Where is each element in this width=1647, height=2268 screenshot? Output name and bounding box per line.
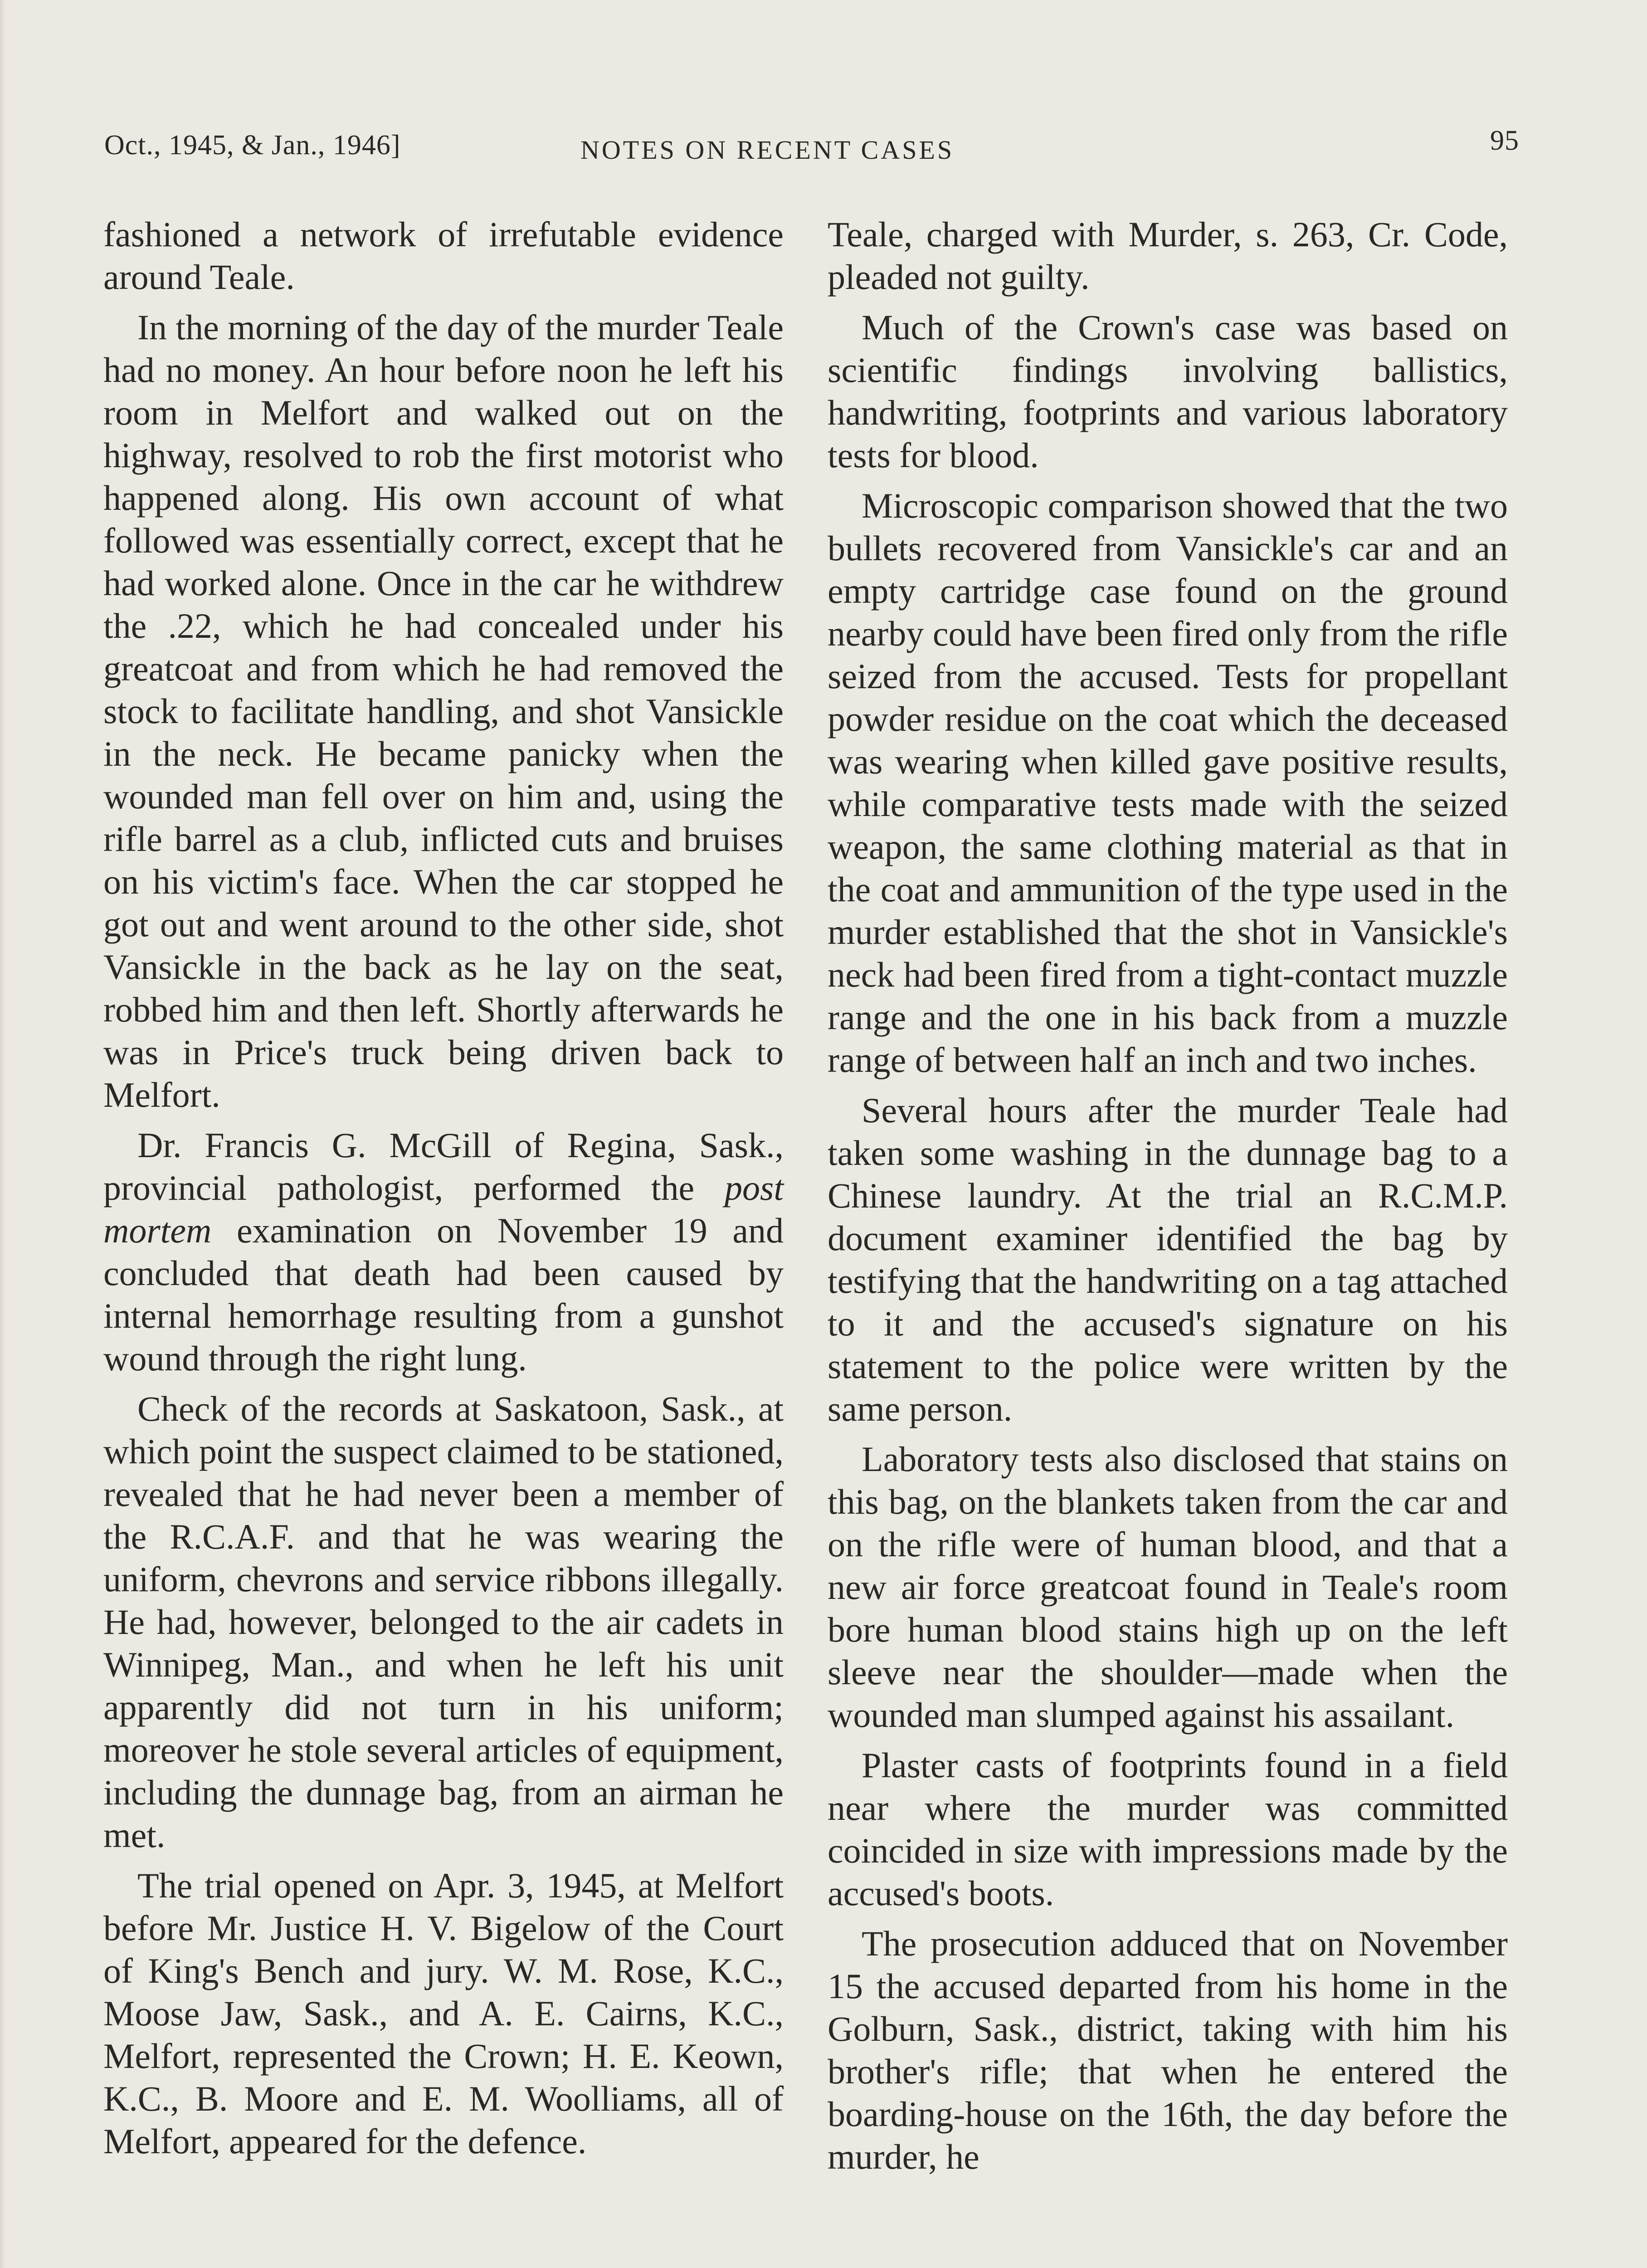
paragraph <box>103 1124 784 1380</box>
running-header <box>104 125 1519 175</box>
paragraph: The prosecution adduced that on November 15 the accused departed from his home in the Golburn, Sask., district, taking with him his brother's rifle; that when he entered the boarding-house on the 16th, the day before the murder, he <box>828 1924 1508 2176</box>
paragraph: Plaster casts of footprints found in a field near where the murder was committed coincided in size with impressions made by the accused's boots. <box>828 1745 1508 1913</box>
paragraph-text: Dr. Francis G. McGill of Regina, Sask., provincial pathologist, performed the <box>103 1125 784 1207</box>
paragraph: Check of the records at Saskatoon, Sask., at which point the suspect claimed to be stationed, revealed that he had never been a member of the R.C.A.F. and that he was wearing the uniform, chevrons and service ribbons illegally. He had, however, belonged to the air cadets in Winnipeg, Man., and when he left his unit apparently did not turn in his uniform; moreover he stole several articles of equipment, including the dunnage bag, from an airman he met. <box>103 1389 784 1855</box>
paragraph: fashioned a network of irrefutable evidence around Teale. <box>103 215 784 297</box>
paragraph: Much of the Crown's case was based on scientific findings involving ballistics, handwriting, footprints and various laboratory tests for blood. <box>828 308 1508 475</box>
header-date: Oct., 1945, & Jan., 1946] <box>104 130 401 161</box>
header-title: NOTES ON RECENT CASES <box>580 135 955 165</box>
paragraph: Several hours after the murder Teale had taken some washing in the dunnage bag to a Chinese laundry. At the trial an R.C.M.P. document examiner identified the bag by testifying that the handwriting on a tag attached to it and the accused's signature on his statement to the police were written by the same person. <box>828 1090 1508 1428</box>
paragraph: Microscopic comparison showed that the two bullets recovered from Vansickle's car and an empty cartridge case found on the ground nearby could have been fired only from the rifle seized from the accused. Tests for propellant powder residue on the coat which the deceased was wearing when killed gave positive results, while comparative tests made with the seized weapon, the same clothing material as that in the coat and ammunition of the type used in the murder established that the shot in Vansickle's neck had been fired from a tight-contact muzzle range and the one in his back from a muzzle range of between half an inch and two inches. <box>828 486 1508 1080</box>
right-column <box>828 213 1508 2186</box>
page-number: 95 <box>1490 125 1519 156</box>
paragraph-text: examination on November 19 and concluded that death had been caused by internal hemorrhage resulting from a gunshot wound through the right lung. <box>103 1211 784 1378</box>
scan-edge-shadow <box>0 0 5 2268</box>
paragraph: Teale, charged with Murder, s. 263, Cr. Code, pleaded not guilty. <box>828 215 1508 297</box>
italic-term: post mortem <box>103 1168 784 1250</box>
paragraph: In the morning of the day of the murder Teale had no money. An hour before noon he left his room in Melfort and walked out on the highway, resolved to rob the first motorist who happened along. His own account of what followed was essentially correct, except that he had worked alone. Once in the car he withdrew the .22, which he had concealed under his greatcoat and from which he had removed the stock to facilitate handling, and shot Vansickle in the neck. He became panicky when the wounded man fell over on him and, using the rifle barrel as a club, inflicted cuts and bruises on his victim's face. When the car stopped he got out and went around to the other side, shot Vansickle in the back as he lay on the seat, robbed him and then left. Shortly afterwards he was in Price's truck being driven back to Melfort. <box>103 308 784 1114</box>
paragraph: Laboratory tests also disclosed that stains on this bag, on the blankets taken from the car and on the rifle were of human blood, and that a new air force greatcoat found in Teale's room bore human blood stains high up on the left sleeve near the shoulder—made when the wounded man slumped against his assailant. <box>828 1439 1508 1735</box>
left-column <box>103 213 784 2170</box>
paragraph: The trial opened on Apr. 3, 1945, at Melfort before Mr. Justice H. V. Bigelow of the Court of King's Bench and jury. W. M. Rose, K.C., Moose Jaw, Sask., and A. E. Cairns, K.C., Melfort, represented the Crown; H. E. Keown, K.C., B. Moore and E. M. Woolliams, all of Melfort, appeared for the defence. <box>103 1866 784 2161</box>
